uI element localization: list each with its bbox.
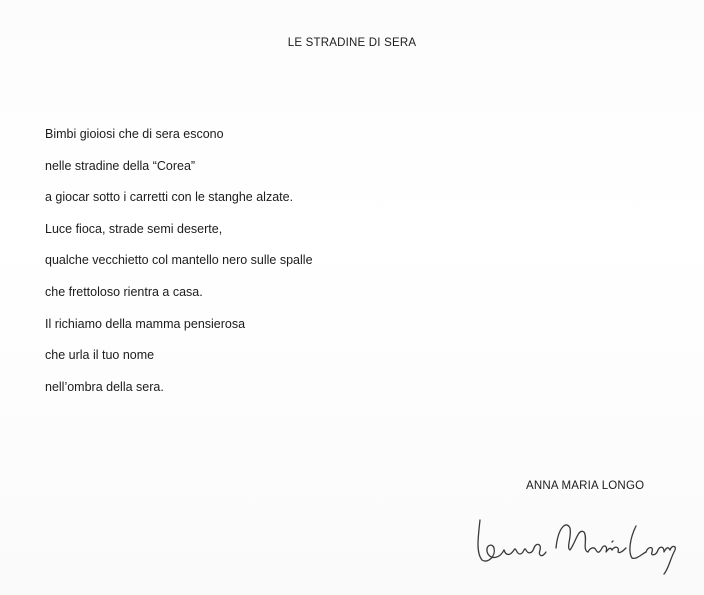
poem-line: qualche vecchietto col mantello nero sulle spalle [45,253,313,268]
poem-line: Il richiamo della mamma pensierosa [45,316,246,331]
handwritten-signature [470,498,680,578]
poem-body [45,126,313,410]
poem-line: a giocar sotto i carretti con le stanghe alzate. [45,190,294,205]
poem-line: che frettoloso rientra a casa. [45,284,203,299]
author-name: ANNA MARIA LONGO [526,480,645,492]
poem-title: LE STRADINE DI SERA [287,37,417,49]
poem-line: Bimbi gioiosi che di sera escono [45,127,224,141]
poem-line: nelle stradine della “Corea” [45,158,196,173]
poem-line: che urla il tuo nome [45,348,155,363]
poem-line: nell’ombra della sera. [45,379,164,394]
poem-line: Luce fioca, strade semi deserte, [45,221,223,236]
